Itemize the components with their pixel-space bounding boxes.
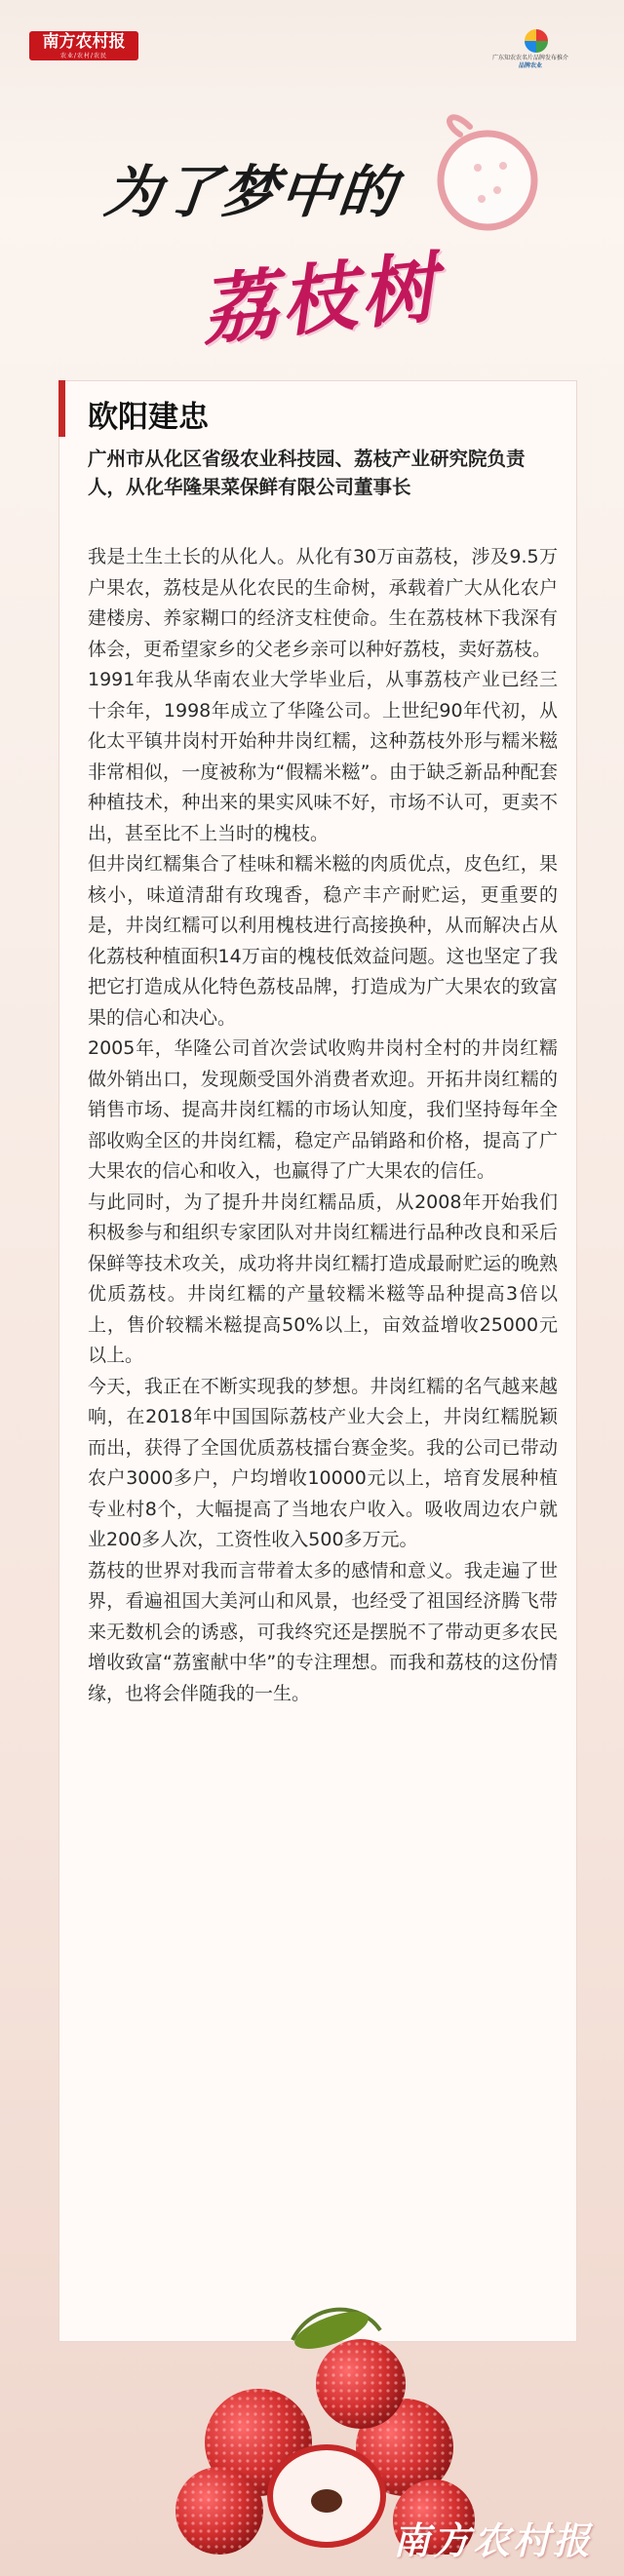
lychee-outline-icon xyxy=(421,98,548,234)
paragraph: 与此同时，为了提升井岗红糯品质，从2008年开始我们积极参与和组织专家团队对井岗红糯进行品种改良和采后保鲜等技术攻关，成功将井岗红糯打造成最耐贮运的晚熟优质荔枝。井岗红糯的产量较糯米糍等品种提高3倍以上，售价较糯米糍提高50%以上，亩效益增收25000元以上。 xyxy=(88,1190,558,1366)
paragraph: 但井岗红糯集合了桂味和糯米糍的肉质优点，皮色红，果核小，味道清甜有玫瑰香，稳产丰产耐贮运，更重要的是，井岗红糯可以利用槐枝进行高接换种，从而解决占从化荔枝种植面积14万亩的槐枝低效益问题。这也坚定了我把它打造成从化特色荔枝品牌，打造成为广大果农的致富果的信心和决心。 xyxy=(88,853,558,1029)
paragraph: 今天，我正在不断实现我的梦想。井岗红糯的名气越来越响，在2018年中国国际荔枝产业大会上，井岗红糯脱颖而出，获得了全国优质荔枝擂台赛金奖。我的公司已带动农户3000多户，户均增收10000元以上，培育发展种植专业村8个，大幅提高了当地农户收入。吸收周边农户就业200多人次，工资性收入500多万元。 xyxy=(88,1375,558,1550)
page-title-line2: 荔枝树 xyxy=(196,243,445,357)
paragraph: 荔枝的世界对我而言带着太多的感情和意义。我走遍了世界，看遍祖国大美河山和风景，也经受了祖国经济腾飞带来无数机会的诱惑，可我终究还是摆脱不了带动更多农民增收致富“荔蜜献中华”的专注理想。而我和荔枝的这份情缘，也将会伴随我的一生。 xyxy=(88,1559,558,1704)
page-title-line1: 为了梦中的 xyxy=(100,159,402,225)
paragraph: 2005年，华隆公司首次尝试收购井岗村全村的井岗红糯做外销出口，发现颇受国外消费者欢迎。开拓井岗红糯的销售市场、提高井岗红糯的市场认知度，我们坚持每年全部收购全区的井岗红糯，稳定产品销路和价格，提高了广大果农的信心和收入，也赢得了广大果农的信任。 xyxy=(88,1037,558,1182)
person-name: 欧阳建忠 xyxy=(88,400,209,435)
paragraph: 1991年我从华南农业大学毕业后，从事荔枝产业已经三十余年，1998年成立了华隆公司。上世纪90年代初，从化太平镇井岗村开始种井岗红糯，这种荔枝外形与糯米糍非常相似，一度被称为“假糯米糍”。由于缺乏新品种配套种植技术，种出来的果实风味不好，市场不认可，更卖不出，甚至比不上当时的槐枝。 xyxy=(88,669,558,844)
accent-bar xyxy=(58,380,65,437)
newspaper-logo xyxy=(29,31,138,60)
footer-brand: 南方农村报 xyxy=(392,2518,593,2562)
brand-badge-line1: 广东知农农名片品牌发布推介 xyxy=(491,55,568,61)
brand-circle-icon xyxy=(525,29,548,53)
newspaper-logo-text: 南方农村报 xyxy=(42,32,126,52)
newspaper-logo-subtitle: 农业/农村/农民 xyxy=(59,53,108,59)
brand-badge-line2: 品牌农业 xyxy=(518,62,542,69)
article-body xyxy=(88,542,558,1709)
brand-badge xyxy=(462,29,599,68)
paragraph: 我是土生土长的从化人。从化有30万亩荔枝，涉及9.5万户果农，荔枝是从化农民的生命树，承载着广大从化农户建楼房、养家糊口的经济支柱使命。生在荔枝林下我深有体会，更希望家乡的父老乡亲可以种好荔枝，卖好荔枝。 xyxy=(88,546,558,660)
person-role: 广州市从化区省级农业科技园、荔枝产业研究院负责人，从化华隆果菜保鲜有限公司董事长 xyxy=(88,448,526,498)
